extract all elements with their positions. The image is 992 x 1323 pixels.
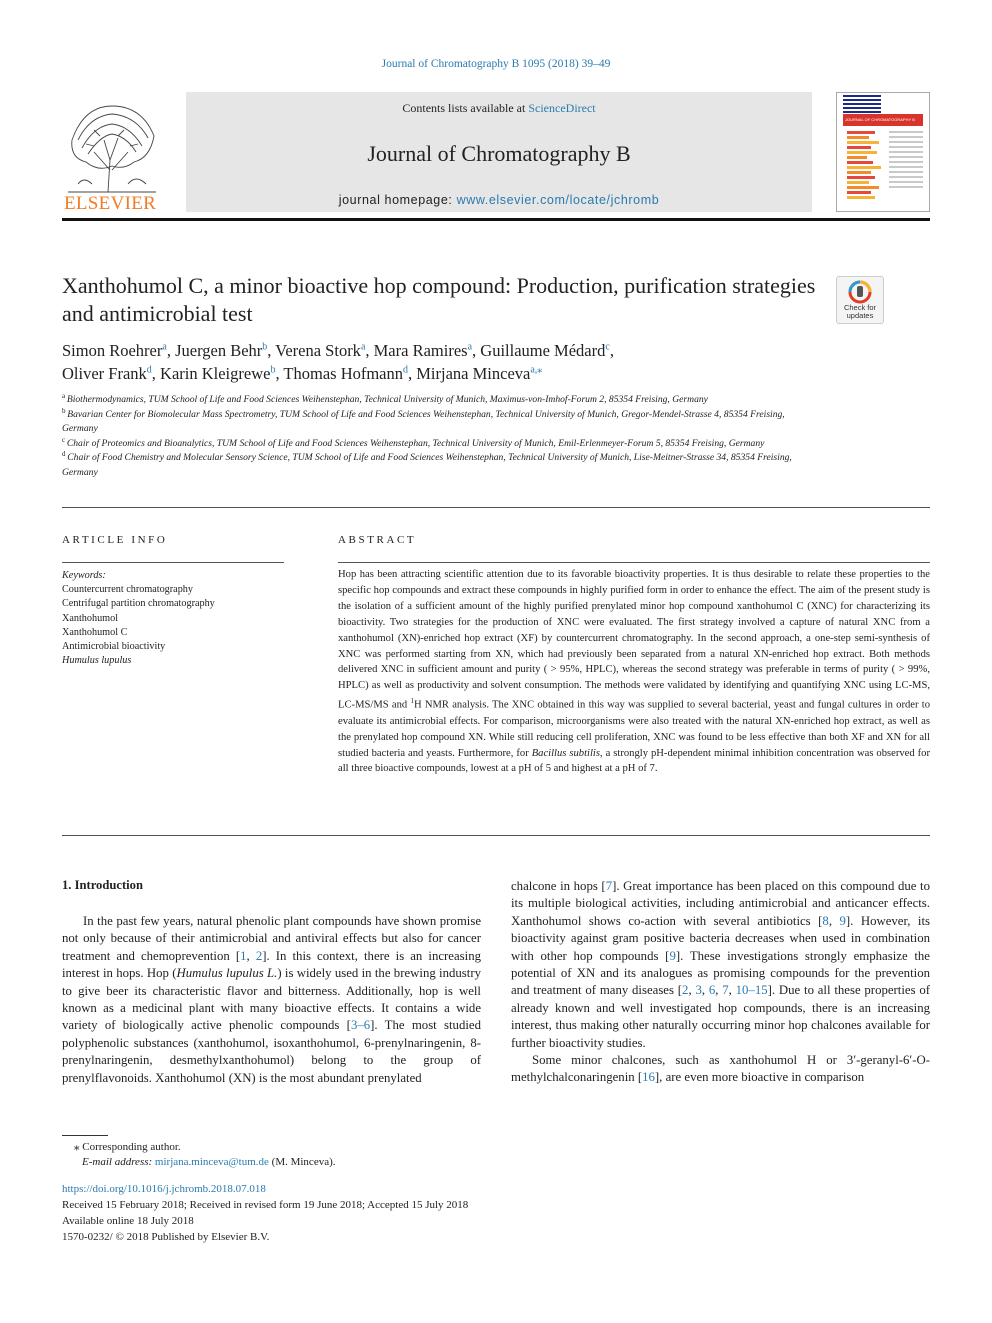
keyword: Xanthohumol — [62, 612, 119, 624]
citation-ref[interactable]: 3 — [695, 983, 702, 998]
sciencedirect-link[interactable]: ScienceDirect — [528, 101, 596, 115]
citation-ref[interactable]: 2 — [255, 948, 263, 963]
author-name[interactable]: Simon Roehrer — [62, 341, 163, 360]
affiliation-mark: c — [62, 435, 67, 444]
cover-text-lines — [889, 131, 923, 191]
homepage-link[interactable]: www.elsevier.com/locate/jchromb — [456, 193, 660, 207]
abstract-text — [338, 567, 930, 777]
citation-ref[interactable]: 2 — [682, 983, 689, 998]
affiliations — [62, 393, 818, 481]
body-text: Some minor chalcones, such as xanthohumol H or 3′-geranyl-6′-O-methylchalconaringenin [ — [511, 1053, 930, 1085]
author-affiliation-mark[interactable]: d — [146, 364, 152, 376]
body-text: , — [828, 913, 840, 928]
homepage-prefix: journal homepage: — [338, 193, 457, 207]
citation-ref[interactable]: 1 — [240, 948, 247, 963]
keyword: Humulus lupulus — [62, 655, 132, 667]
journal-cover-thumbnail[interactable] — [836, 92, 930, 212]
author-affiliation-mark[interactable]: c — [605, 341, 610, 353]
email-note — [82, 1156, 336, 1168]
affiliation-item — [62, 393, 818, 408]
author-name[interactable]: Mara Ramires — [373, 341, 468, 360]
keyword: Countercurrent chromatography — [62, 584, 193, 596]
citation-ref[interactable]: 10–15 — [735, 983, 768, 998]
section-heading-introduction: 1. Introduction — [62, 878, 143, 892]
body-text: ]. Due to all these properties of already known and well investigated hop compounds, there is an increasing interest, thus making other naturally occurring minor hop chalcones available for further bioactivity studies. — [511, 983, 931, 1050]
affiliation-mark: a — [62, 391, 67, 400]
body-column-left — [62, 913, 481, 1087]
doi-link[interactable]: https://doi.org/10.1016/j.jchromb.2018.07.018 — [62, 1183, 266, 1195]
author-separator: , — [151, 364, 161, 383]
citation-ref[interactable]: 7 — [722, 983, 729, 998]
citation-ref[interactable]: 6 — [708, 983, 716, 998]
author-list — [62, 339, 862, 385]
online-date: Available online 18 July 2018 — [62, 1215, 194, 1227]
affiliation-item — [62, 451, 818, 480]
author-name[interactable]: Karin Kleigrewe — [160, 364, 271, 383]
italic-term: Humulus lupulus L. — [176, 966, 278, 981]
body-text: ]. However, its bioactivity against gram positive bacteria decreases when used in combination with other hop compounds [ — [511, 913, 930, 963]
abstract-bottom-rule — [62, 835, 930, 836]
corresponding-author-note: ⁎ Corresponding author. — [74, 1141, 181, 1153]
cover-stripes — [843, 95, 881, 115]
author-separator: , — [166, 341, 176, 360]
author-name[interactable]: Mirjana Minceva — [416, 364, 531, 383]
intro-paragraph — [511, 1052, 930, 1087]
abstract-species: Bacillus subtilis — [531, 747, 600, 759]
body-text: ]. Great importance has been placed on this compound due to its multiple biological activities, including antimicrobial and anticancer effects. Xanthohumol shows co-action with several antibiotics [ — [511, 879, 930, 928]
author-name[interactable]: Juergen Behr — [175, 341, 263, 360]
affiliation-mark: d — [62, 450, 68, 459]
citation-ref[interactable]: 8 — [822, 913, 829, 928]
body-text: In the past few years, natural phenolic plant compounds have shown promise not only because of their antimicrobial and antiviral effects but also for cancer treatment and chemoprevention [ — [62, 914, 481, 963]
header-rule — [62, 218, 930, 221]
author-affiliation-mark[interactable]: a — [162, 341, 167, 353]
citation-ref[interactable]: 9 — [839, 913, 846, 928]
author-separator: , — [408, 364, 417, 383]
citation-ref[interactable]: 3–6 — [350, 1018, 371, 1033]
article-info-rule — [62, 562, 284, 563]
citation-ref[interactable]: 7 — [605, 879, 613, 893]
author-name[interactable]: Guillaume Médard — [480, 341, 606, 360]
cover-title-band — [843, 114, 923, 126]
article-title: Xanthohumol C, a minor bioactive hop compound: Production, purification strategies and antimicrobial test — [62, 273, 816, 326]
affiliation-mark: b — [62, 406, 68, 415]
body-text: ]. In this context, there is an increasing interest in hops. Hop ( — [62, 948, 481, 981]
keywords-block — [62, 569, 302, 668]
elsevier-wordmark: ELSEVIER — [64, 193, 157, 214]
abstract-part: H NMR analysis. The XNC obtained in this way was supplied to several bacterial, yeast and fungal cultures in order to evaluate its antimicrobial effects. For comparison, microorganisms were also treated with the natural XN-enriched hop extract, as well as the prenylated hop compound XN. While still reducing cell proliferation, XNC was found to be less effective than both XF and XN for all studied bacteria and yeasts. Furthermore, for — [338, 699, 930, 759]
cover-color-bars — [847, 131, 887, 201]
author-separator: , — [275, 364, 284, 383]
affiliation-rule — [62, 507, 930, 508]
homepage-line — [186, 193, 812, 207]
affiliation-text: Bavarian Center for Biomolecular Mass Spectrometry, TUM School of Life and Food Sciences Weihenstephan, Technical University of Munich, Gregor-Mendel-Strasse 4, 85354 Freising, Germany — [62, 408, 785, 435]
affiliation-item — [62, 408, 818, 437]
affiliation-text: Biothermodynamics, TUM School of Life and Food Sciences Weihenstephan, Technical University of Munich, Maximus-von-Imhof-Forum 2, 85354 Freising, Germany — [66, 394, 708, 405]
body-text: chalcone in hops [ — [511, 879, 606, 893]
citation-ref[interactable]: 16 — [642, 1070, 655, 1085]
affiliation-item — [62, 437, 818, 452]
citation-ref[interactable]: 9 — [669, 948, 676, 963]
author-affiliation-mark[interactable]: b — [262, 341, 268, 353]
affiliation-text: Chair of Proteomics and Bioanalytics, TUM School of Life and Food Sciences Weihenstephan, Technical University of Munich, Emil-Erlenmeyer-Forum 5, 85354 Freising, Germany — [66, 437, 765, 449]
keyword: Antimicrobial bioactivity — [62, 641, 166, 653]
keyword: Xanthohumol C — [62, 626, 128, 638]
author-separator: , — [267, 341, 276, 360]
keywords-label: Keywords: — [62, 570, 106, 581]
abstract-part: Hop has been attracting scientific attention due to its favorable bioactivity properties. It is thus desirable to relate these properties to the specific hop compounds and extract these compounds in highly purified form in order to enhance the effect. The aim of the present study is the isolation of a sufficient amount of the highly purified prenylated minor hop compound xanthohumol C (XNC) for characterizing its bioactivity. Two strategies for the production of XNC were evaluated. The first strategy involved a capture of natural XNC from a xanthohumol (XN)-enriched hop extract (XF) by countercurrent chromatography. In the second approach, a one-step semi-synthesis of XNC was performed starting from XN, which had previously been separated from a natural XN-enriched hop extract. Both methods delivered XNC in sufficient amount and purity ( > 95%, HPLC), whereas the second strategy was preferable in terms of purity ( > 99%, HPLC) as well as productivity and solvent consumption. The methods were validated by identifying and quantifying XNC using LC-MS, LC-MS/MS and — [338, 569, 930, 711]
email-label: E-mail address: — [82, 1156, 155, 1168]
body-column-right — [511, 878, 930, 1087]
author-separator: , — [472, 341, 481, 360]
email-suffix: (M. Minceva). — [268, 1156, 336, 1168]
copyright: 1570-0232/ © 2018 Published by Elsevier B.V. — [62, 1231, 270, 1243]
author-affiliation-mark[interactable]: a — [467, 341, 473, 353]
contents-line — [186, 101, 812, 116]
journal-citation[interactable]: Journal of Chromatography B 1095 (2018) 39–49 — [381, 58, 611, 70]
body-text: , — [715, 983, 723, 998]
abstract-superscript: 1 — [410, 697, 414, 706]
body-text: ) is widely used in the brewing industry to give beer its characteristic flavor and bitterness. Additionally, hop is well known as a medicinal plant with many bioactive effects. It contains a wide variety of biologically active phenolic compounds [ — [62, 966, 481, 1033]
intro-paragraph — [511, 878, 930, 1052]
footnote-rule — [62, 1135, 108, 1136]
abstract-rule — [338, 562, 930, 563]
author-affiliation-mark[interactable]: a — [360, 341, 366, 353]
abstract-heading: ABSTRACT — [338, 534, 417, 546]
body-text: ], are even more bioactive in comparison — [654, 1070, 865, 1085]
author-name[interactable]: Verena Stork — [275, 341, 361, 360]
body-text: , — [728, 983, 736, 998]
author-name[interactable]: Oliver Frank — [62, 364, 147, 383]
article-info-heading: ARTICLE INFO — [62, 534, 168, 546]
check-updates-label: Check for updates — [843, 303, 877, 320]
author-affiliation-mark[interactable]: d — [403, 364, 409, 376]
abstract-part: , a strongly pH-dependent minimal inhibition concentration was observed for all three bioactive compounds, lowest at a pH of 5 and highest at a pH of 7. — [338, 747, 930, 775]
author-separator: , — [609, 341, 614, 360]
journal-name: Journal of Chromatography B — [367, 141, 631, 166]
contents-prefix: Contents lists available at — [402, 101, 529, 115]
affiliation-text: Chair of Food Chemistry and Molecular Sensory Science, TUM School of Life and Food Sciences Weihenstephan, Technical University of Munich, Lise-Meitner-Strasse 34, 85354 Freising, Germany — [62, 452, 792, 478]
author-name[interactable]: Thomas Hofmann — [283, 364, 404, 383]
author-affiliation-mark[interactable]: b — [270, 364, 276, 376]
author-affiliation-mark[interactable]: a,⁎ — [530, 364, 543, 376]
email-link[interactable]: mirjana.minceva@tum.de — [154, 1156, 269, 1168]
body-text: ]. These investigations strongly emphasize the potential of XN and its analogues as promising compounds for the prevention and treatment of many diseases [ — [511, 948, 930, 998]
body-text: ]. The most studied polyphenolic substances (xanthohumol, isoxanthohumol, 6-prenylnaringenin, 8-prenylnaringenin, desmethylxanthohumol) belong to the group of prenylflavonoids. Xanthohumol (XN) is the most abundant prenylated — [62, 1018, 481, 1085]
author-separator: , — [365, 341, 374, 360]
elsevier-tree-icon — [64, 100, 160, 196]
cover-title: JOURNAL OF CHROMATOGRAPHY B — [845, 117, 915, 122]
intro-paragraph — [62, 913, 481, 1087]
body-text: , — [688, 983, 696, 998]
body-text: , — [701, 983, 709, 998]
body-text: , — [246, 948, 256, 963]
keyword: Centrifugal partition chromatography — [62, 598, 215, 610]
received-dates: Received 15 February 2018; Received in revised form 19 June 2018; Accepted 15 July 2018 — [62, 1199, 469, 1211]
